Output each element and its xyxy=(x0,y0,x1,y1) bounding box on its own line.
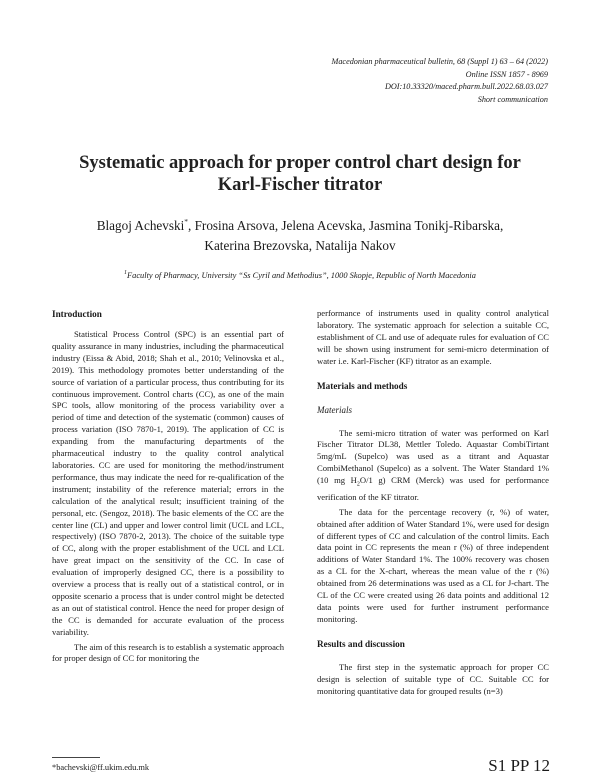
author-list-line-2: Katerina Brezovska, Natalija Nakov xyxy=(204,238,396,253)
introduction-heading: Introduction xyxy=(52,309,102,319)
title-line-1: Systematic approach for proper control chart design for xyxy=(79,153,521,173)
methods-paragraph-2: The data for the percentage recovery (r, %) of water, obtained after addition of Water Standard 1%, were used for design of different types of CC and calculation of the control limits. Each data point in CC represents the mean r (%) of three independent additions of Water Standard 1%. The 100% recovery was chosen as a CL for the X-chart, whereas the mean value of the r (%) obtained from 26 determinations was used as a CL for J-chart. The CL of the CC were created using 26 data points and additional 12 data points were used for further instrument performance monitoring. xyxy=(317,506,549,624)
introduction-paragraph-1: Statistical Process Control (SPC) is an essential part of quality assurance in many industries, including the pharmaceutical industry (Eissa & Abid, 2018; Shah et al., 2010; Velinovska et al., 2019). This methodology promotes better understanding of the source of variation of a particular process, thus contributing for its continuous improvement. Control charts (CC), as one of the main SPC tools, allow monitoring of the process variability over a period of time and detection of the systematic (common) causes of process variation (ISO 7870-1, 2019). The application of CC is expanding from the manufacturing departments of the pharmaceutical industry to the quality control analytical laboratories. CC are used for monitoring the method/instrument performance, thus may indicate the need for re-qualification of the instrument; instability of the reference material; errors in the calculation of the analytical result; insufficient training of the personal, etc. (Sengoz, 2018). The basic elements of the CC are the center line (CL) and upper and lower control limit (UCL and LCL, respectively) (ISO 7870-2, 2013). The choice of the suitable type of CC, along with the proper establishment of the UCL and LCL have great impact on the sensitivity of the CC. In case of evaluation of improperly designed CC, there is a possibility to overview a process that is really out of a statistical control, or in opposite scenario a process that is under control might be detected as an out of statistical control. Hence the need for proper design of the CC is demanded for accurate evaluation of the process variability. xyxy=(52,329,284,637)
methods-heading: Materials and methods xyxy=(317,380,408,391)
methods-paragraph-1 xyxy=(317,428,549,504)
materials-subheading: Materials xyxy=(317,404,352,415)
left-column xyxy=(52,308,284,665)
water-subscript: 2 xyxy=(356,481,360,488)
title-line-2: Karl-Fischer titrator xyxy=(217,175,383,195)
methods-paragraph-1-part-a: The semi-micro titration of water was performed on Karl Fischer Titrator DL38, Mettler Toledo. Aquastar CombiTirtant 5mg/mL (Supelco) was used as a titrant and Aquastar CombiMethanol (Supelco) as a solvent. The Water Standard 1% (10 mg H xyxy=(317,427,549,486)
journal-issn: Online ISSN 1857 - 8969 xyxy=(465,69,548,79)
journal-header xyxy=(228,56,548,106)
affiliation xyxy=(40,270,560,282)
corresponding-author: Blagoj Achevski xyxy=(96,218,185,233)
introduction-paragraph-2: The aim of this research is to establish a systematic approach for proper design of CC for monitoring the xyxy=(52,641,285,664)
corresponding-mark: * xyxy=(184,217,188,226)
affiliation-text: Faculty of Pharmacy, University “Ss Cyril and Methodius”, 1000 Skopje, Republic of North Macedonia xyxy=(127,271,476,280)
methods-paragraph-1-part-b: O/1 g) CRM (Merck) was used for performance verification of the KF titrator. xyxy=(317,475,549,502)
corresponding-email: *bachevski@ff.ukim.edu.mk xyxy=(52,763,150,772)
article-type: Short communication xyxy=(477,94,548,104)
affiliation-mark: 1 xyxy=(124,270,128,276)
results-paragraph-1: The first step in the systematic approach for proper CC design is selection of suitable type of CC. Suitable CC for monitoring quantitative data for grouped results (n=3) xyxy=(317,661,549,696)
page-label: S1 PP 12 xyxy=(488,756,550,775)
author-list-line-1: , Frosina Arsova, Jelena Acevska, Jasmina Tonikj-Ribarska, xyxy=(188,218,504,233)
footnote-rule xyxy=(52,757,100,758)
author-list xyxy=(40,216,560,256)
journal-doi: DOI:10.33320/maced.pharm.bull.2022.68.03.027 xyxy=(384,82,548,91)
introduction-paragraph-2-continued: performance of instruments used in quality control analytical laboratory. The systematic approach for selection a suitable CC, establishment of CL and use of adequate rules for evaluation of CC will be shown using instrument for semi-micro determination of water i.e. Karl-Fischer (KF) titrator as an example. xyxy=(317,308,549,366)
journal-citation: Macedonian pharmaceutical bulletin, 68 (Suppl 1) 63 – 64 (2022) xyxy=(331,57,548,66)
right-column xyxy=(317,308,549,697)
results-heading: Results and discussion xyxy=(317,638,405,649)
paper-title xyxy=(40,152,560,196)
